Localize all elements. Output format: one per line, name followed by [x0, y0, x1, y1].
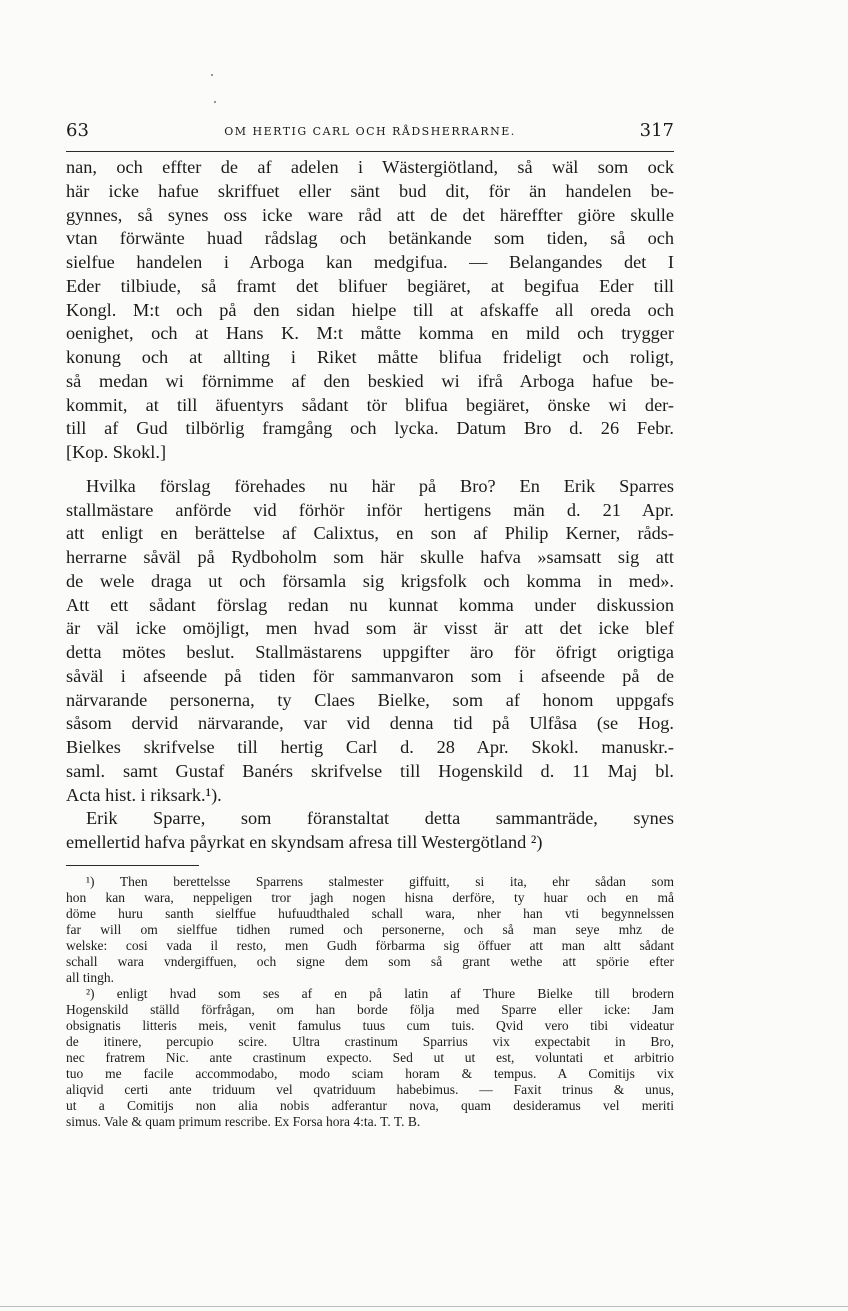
text-line: här icke hafue skriffuet eller sänt bud dit, för än handelen be-: [66, 180, 674, 201]
text-line: Bielkes skrifvelse till hertig Carl d. 28 Apr. Skokl. manuskr.-: [66, 737, 674, 757]
text-line: Eder tilbiude, så framt det blifuer begiäret, at begifua Eder till: [66, 275, 674, 296]
text-line: emellertid hafva påyrkat en skyndsam afresa till Westergötland ²): [66, 832, 543, 852]
footnote-line: de itinere, percupio scire. Ultra crastinum Sparrius vix expectabit in Bro,: [66, 1033, 674, 1049]
footnote-rule: [66, 865, 199, 866]
footnote-line: all tingh.: [66, 969, 114, 985]
letter-quote: [66, 156, 674, 465]
text-line: till af Gud tilbörlig framgång och lycka. Datum Bro d. 26 Febr.: [66, 418, 674, 439]
text-line: Acta hist. i riksark.¹).: [66, 784, 222, 805]
text-line: Att ett sådant förslag redan nu kunnat komma under diskussion: [66, 594, 674, 615]
speck: [211, 74, 213, 76]
footnote-line: ²) enligt hvad som ses af en på latin af Thure Bielke till brodern: [86, 985, 674, 1001]
footnote-line: far will om sielffue tidhen rumed och personerne, och så man seye mhz de: [66, 921, 674, 937]
footnote-line: obsignatis litteris meis, venit famulus tuus cum tuis. Qvid vero tibi videatur: [66, 1017, 674, 1033]
paragraph-sparre: [66, 807, 674, 855]
footnote-line: welske: cosi vada il resto, men Gudh förbarma sig öffuer att man altt sådant: [66, 937, 674, 953]
speck: [214, 101, 216, 103]
footnote-2: [66, 986, 674, 1130]
running-title: OM HERTIG CARL OCH RÅDSHERRARNE.: [224, 125, 516, 138]
header-rule: [66, 151, 674, 152]
text-line: [Kop. Skokl.]: [66, 442, 167, 462]
footnote-line: simus. Vale & quam primum rescribe. Ex Forsa hora 4:ta. T. T. B.: [66, 1113, 421, 1129]
text-line: oenighet, och at Hans K. M:t måtte komma en mild och trygger: [66, 323, 674, 344]
page-number-right: 317: [639, 120, 674, 141]
footnote-line: döme huru santh sielffue hufuudthaled schall wara, nher han vti begynnelssen: [66, 905, 674, 921]
footnote-1: [66, 874, 674, 986]
text-line: Erik Sparre, som föranstaltat detta sammanträde, synes: [86, 808, 674, 829]
text-line: att enligt en berättelse af Calixtus, en son af Philip Kerner, råds-: [66, 523, 674, 544]
text-line: Hvilka förslag förehades nu här på Bro? En Erik Sparres: [86, 475, 674, 496]
footnote-line: schall wara vndergiffuen, och signe dem som så grant wethe att spörie efter: [66, 953, 674, 969]
text-line: Kongl. M:t och på den sidan hielpe till at afskaffe all oreda och: [66, 299, 674, 320]
text-line: saml. samt Gustaf Banérs skrifvelse till Hogenskild d. 11 Maj bl.: [66, 760, 674, 781]
footnote-line: Hogenskild ställd förfrågan, om han borde följa med Sparre eller icke: Jam: [66, 1001, 674, 1017]
running-header: [66, 120, 674, 146]
paragraph-bro: [66, 475, 674, 808]
text-line: stallmästare anförde vid förhör inför hertigens män d. 21 Apr.: [66, 499, 674, 520]
footnote-line: ut a Comitijs non alia nobis adferantur nova, quam desideramus vel meriti: [66, 1097, 674, 1113]
text-line: gynnes, så synes oss icke ware råd att de det häreffter giöre skulle: [66, 204, 674, 225]
page-number-left: 63: [66, 120, 89, 141]
text-line: kommit, at till äfuentyrs sådant tör blifua begiäret, önske wi der-: [66, 394, 674, 415]
text-line: såväl i afseende på tiden för sammanvaron som i afseende på de: [66, 665, 674, 686]
footnote-line: hon kan wara, neppeligen tror jagh nogen hisna derföre, ty huar och en må: [66, 889, 674, 905]
text-line: så medan wi förnimme af den beskied wi ifrå Arboga hafue be-: [66, 370, 674, 391]
text-line: konung och at allting i Riket måtte blifua frideligt och roligt,: [66, 347, 674, 367]
footnote-line: aliqvid certi ante triduum vel qvatriduum habebimus. — Faxit trinus & unus,: [66, 1081, 674, 1097]
text-line: är väl icke omöjligt, men hvad som är visst är att det icke blef: [66, 618, 674, 639]
text-line: detta mötes beslut. Stallmästarens uppgifter äro för öfrigt origtiga: [66, 642, 674, 662]
paragraph-gap: [66, 465, 674, 475]
text-line: de wele draga ut och församla sig krigsfolk och komma in med».: [66, 570, 674, 591]
text-line: såsom dervid närvarande, var vid denna tid på Ulfåsa (se Hog.: [66, 713, 674, 734]
footnote-line: nec fratrem Nic. ante crastinum expecto. Sed ut ut est, voluntati et arbitrio: [66, 1049, 674, 1065]
footnote-line: tuo me facile accommodabo, modo sciam horam & tempus. A Comitijs vix: [66, 1065, 674, 1081]
text-line: herrarne såväl på Rydboholm som här skulle hafva »samsatt sig att: [66, 547, 674, 567]
text-body: [66, 156, 674, 1130]
text-line: närvarande personerna, ty Claes Bielke, som af honom uppgafs: [66, 689, 674, 710]
text-line: vtan förwänte huad rådslag och betänkande som tiden, så och: [66, 228, 674, 249]
text-line: sielfue handelen i Arboga kan medgifua. — Belangandes det I: [66, 252, 674, 272]
text-line: nan, och effter de af adelen i Wästergiötland, så wäl som ock: [66, 157, 674, 177]
footnote-line: ¹) Then berettelsse Sparrens stalmester giffuitt, si ita, ehr sådan som: [86, 873, 674, 889]
page-edge-line: [0, 1306, 848, 1307]
